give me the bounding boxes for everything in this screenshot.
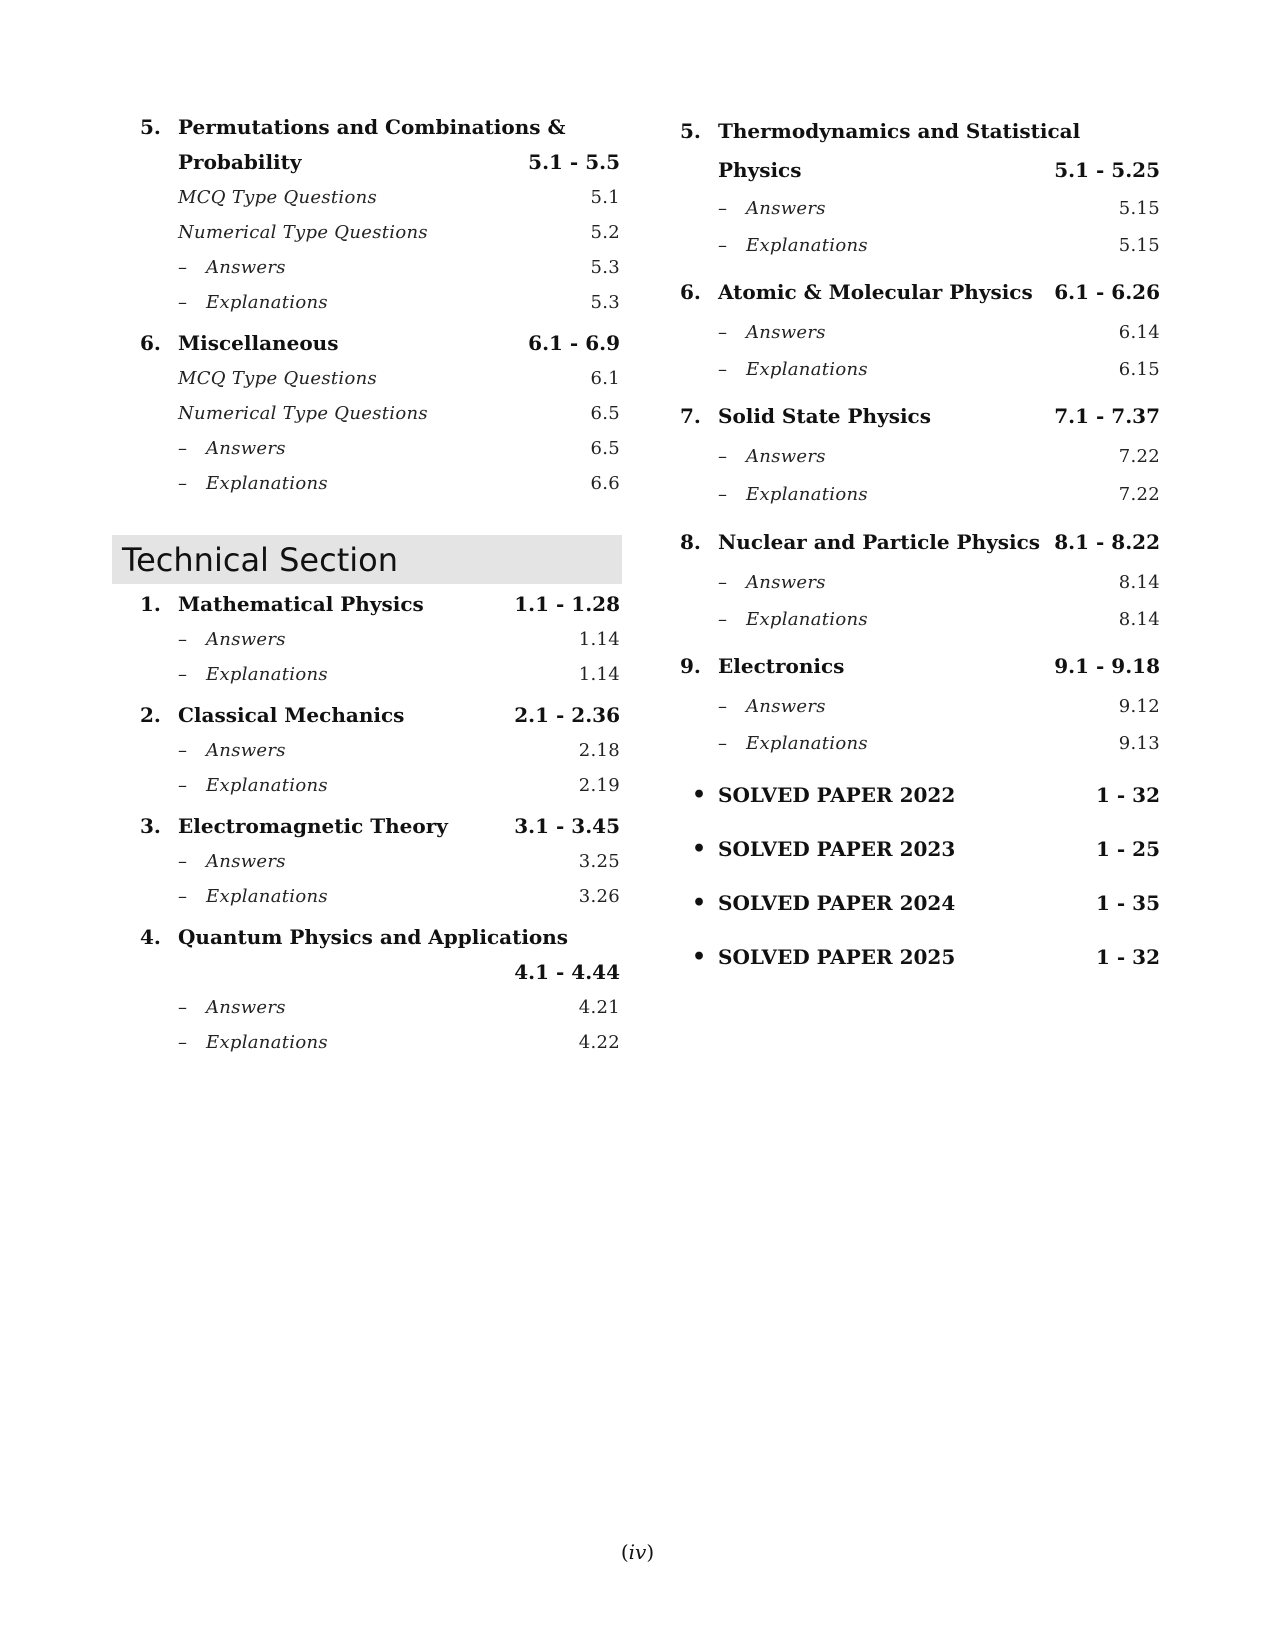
paper-pages: 1 - 35 xyxy=(1096,891,1160,915)
entry-label: Explanations xyxy=(746,359,868,380)
entry-label: Answers xyxy=(746,198,826,219)
chapter-title-line2: Physics xyxy=(718,158,802,182)
chapter-pages: 1.1 - 1.28 xyxy=(514,592,620,616)
solved-paper-2022[interactable] xyxy=(680,768,1160,822)
dash: – xyxy=(718,733,728,754)
dash: – xyxy=(718,696,728,717)
entry-label: Answers xyxy=(746,322,826,343)
chapter-title-line1: Permutations and Combinations & xyxy=(178,115,566,139)
solved-paper-2023[interactable] xyxy=(680,822,1160,876)
dash: – xyxy=(718,446,728,467)
chapter-pages: 5.1 - 5.25 xyxy=(1054,158,1160,182)
dash: – xyxy=(718,198,728,219)
chapter-heading xyxy=(680,112,1160,190)
dash: – xyxy=(178,473,188,494)
chapter-classical-mechanics[interactable] xyxy=(140,698,620,803)
entry-page: 5.1 xyxy=(590,187,620,208)
entry-label: Answers xyxy=(206,257,286,278)
entry-label: Explanations xyxy=(206,886,328,907)
entry-page: 6.6 xyxy=(590,473,620,494)
chapter-pages: 8.1 - 8.22 xyxy=(1054,530,1160,554)
entry-page: 1.14 xyxy=(578,629,620,650)
chapter-number: 5. xyxy=(680,119,701,143)
chapter-solid-state[interactable] xyxy=(680,394,1160,514)
entry-label: MCQ Type Questions xyxy=(178,187,378,208)
chapter-pages: 7.1 - 7.37 xyxy=(1054,404,1160,428)
chapter-permutations[interactable] xyxy=(140,110,620,320)
chapter-heading xyxy=(680,270,1160,314)
entry-page: 7.22 xyxy=(1118,446,1160,467)
chapter-heading xyxy=(140,809,620,844)
entry-label: Answers xyxy=(206,851,286,872)
chapter-number: 2. xyxy=(140,703,161,727)
chapter-atomic-molecular[interactable] xyxy=(680,270,1160,388)
section-title: Technical Section xyxy=(122,540,398,579)
chapter-title: Electromagnetic Theory xyxy=(178,814,448,838)
dash: – xyxy=(178,438,188,459)
solved-paper-2025[interactable] xyxy=(680,930,1160,984)
toc-entry-explanations[interactable] xyxy=(140,768,620,803)
entry-label: Answers xyxy=(746,696,826,717)
chapter-number: 7. xyxy=(680,404,701,428)
toc-entry-answers[interactable] xyxy=(140,431,620,466)
toc-entry-numerical[interactable] xyxy=(140,396,620,431)
paper-pages: 1 - 25 xyxy=(1096,837,1160,861)
chapter-electronics[interactable] xyxy=(680,644,1160,762)
chapter-pages: 6.1 - 6.26 xyxy=(1054,280,1160,304)
right-column xyxy=(680,112,1160,984)
chapter-title: Atomic & Molecular Physics xyxy=(718,280,1033,304)
paper-pages: 1 - 32 xyxy=(1096,945,1160,969)
entry-page: 5.3 xyxy=(590,257,620,278)
entry-page: 6.14 xyxy=(1118,322,1160,343)
entry-page: 6.1 xyxy=(590,368,620,389)
entry-label: Explanations xyxy=(206,292,328,313)
chapter-pages: 4.1 - 4.44 xyxy=(514,960,620,984)
toc-entry-numerical[interactable] xyxy=(140,215,620,250)
chapter-number: 6. xyxy=(680,280,701,304)
dash: – xyxy=(718,609,728,630)
entry-page: 5.3 xyxy=(590,292,620,313)
toc-entry-answers[interactable] xyxy=(140,844,620,879)
chapter-mathematical-physics[interactable] xyxy=(140,587,620,692)
chapter-number: 1. xyxy=(140,592,161,616)
page-roman: iv xyxy=(628,1540,647,1564)
bullet-icon: • xyxy=(691,782,707,808)
chapter-title-line2: Probability xyxy=(178,150,302,174)
entry-label: MCQ Type Questions xyxy=(178,368,378,389)
toc-entry-answers[interactable] xyxy=(680,314,1160,351)
chapter-heading xyxy=(140,110,620,180)
chapter-pages: 9.1 - 9.18 xyxy=(1054,654,1160,678)
entry-label: Explanations xyxy=(746,235,868,256)
chapter-title: Nuclear and Particle Physics xyxy=(718,530,1041,554)
chapter-number: 5. xyxy=(140,115,161,139)
toc-entry-explanations[interactable] xyxy=(680,351,1160,388)
chapter-heading xyxy=(140,587,620,622)
dash: – xyxy=(178,1032,188,1053)
chapter-number: 4. xyxy=(140,925,161,949)
toc-entry-answers[interactable] xyxy=(680,564,1160,601)
entry-page: 5.2 xyxy=(590,222,620,243)
toc-entry-mcq[interactable] xyxy=(140,180,620,215)
entry-label: Explanations xyxy=(206,664,328,685)
chapter-heading xyxy=(140,326,620,361)
toc-entry-explanations[interactable] xyxy=(680,476,1160,514)
entry-page: 5.15 xyxy=(1118,198,1160,219)
technical-section-list xyxy=(140,587,620,1066)
entry-label: Explanations xyxy=(746,484,868,505)
dash: – xyxy=(178,886,188,907)
entry-page: 2.18 xyxy=(578,740,620,761)
entry-page: 8.14 xyxy=(1118,609,1160,630)
dash: – xyxy=(178,775,188,796)
dash: – xyxy=(718,359,728,380)
toc-entry-answers[interactable] xyxy=(680,438,1160,476)
dash: – xyxy=(178,851,188,872)
toc-entry-explanations[interactable] xyxy=(140,1025,620,1060)
entry-page: 5.15 xyxy=(1118,235,1160,256)
chapter-number: 6. xyxy=(140,331,161,355)
left-column xyxy=(140,110,620,507)
toc-entry-answers[interactable] xyxy=(140,733,620,768)
chapter-heading xyxy=(140,920,620,955)
chapter-title xyxy=(718,112,1160,190)
entry-label: Answers xyxy=(746,446,826,467)
entry-page: 6.15 xyxy=(1118,359,1160,380)
toc-entry-explanations[interactable] xyxy=(140,657,620,692)
dash: – xyxy=(178,740,188,761)
chapter-title: Classical Mechanics xyxy=(178,703,405,727)
chapter-heading xyxy=(680,644,1160,688)
chapter-title: Solid State Physics xyxy=(718,404,931,428)
toc-entry-answers[interactable] xyxy=(140,990,620,1025)
dash: – xyxy=(178,629,188,650)
toc-entry-answers[interactable] xyxy=(140,250,620,285)
dash: – xyxy=(178,664,188,685)
entry-label: Answers xyxy=(206,740,286,761)
entry-label: Answers xyxy=(206,629,286,650)
bullet-icon: • xyxy=(691,944,707,970)
chapter-pages: 6.1 - 6.9 xyxy=(528,331,620,355)
toc-entry-answers[interactable] xyxy=(680,190,1160,227)
chapter-heading xyxy=(680,394,1160,438)
toc-entry-explanations[interactable] xyxy=(680,601,1160,638)
technical-section-banner xyxy=(112,535,622,584)
chapter-title: Quantum Physics and Applications xyxy=(178,925,569,949)
entry-label: Answers xyxy=(206,438,286,459)
dash: – xyxy=(178,292,188,313)
chapter-nuclear-particle[interactable] xyxy=(680,520,1160,638)
chapter-quantum-physics[interactable] xyxy=(140,920,620,1060)
toc-entry-explanations[interactable] xyxy=(140,879,620,914)
paren-open: ( xyxy=(620,1540,629,1564)
bullet-icon: • xyxy=(691,890,707,916)
chapter-heading xyxy=(680,520,1160,564)
chapter-thermodynamics[interactable] xyxy=(680,112,1160,264)
entry-page: 3.26 xyxy=(578,886,620,907)
solved-papers-list xyxy=(680,768,1160,984)
solved-paper-2024[interactable] xyxy=(680,876,1160,930)
toc-entry-answers[interactable] xyxy=(680,688,1160,725)
toc-entry-explanations[interactable] xyxy=(680,725,1160,762)
chapter-number: 8. xyxy=(680,530,701,554)
dash: – xyxy=(718,572,728,593)
chapter-title: Miscellaneous xyxy=(178,331,339,355)
chapter-miscellaneous[interactable] xyxy=(140,326,620,501)
chapter-title: Electronics xyxy=(718,654,845,678)
chapter-pages-row xyxy=(140,955,620,990)
entry-page: 1.14 xyxy=(578,664,620,685)
paren-close: ) xyxy=(646,1540,655,1564)
entry-page: 4.21 xyxy=(578,997,620,1018)
entry-page: 9.12 xyxy=(1118,696,1160,717)
entry-page: 3.25 xyxy=(578,851,620,872)
chapter-pages: 5.1 - 5.5 xyxy=(528,150,620,174)
chapter-title-line1: Thermodynamics and Statistical xyxy=(718,119,1081,143)
entry-page: 6.5 xyxy=(590,403,620,424)
entry-label: Explanations xyxy=(746,733,868,754)
entry-page: 4.22 xyxy=(578,1032,620,1053)
entry-page: 7.22 xyxy=(1118,484,1160,505)
chapter-number: 3. xyxy=(140,814,161,838)
chapter-pages: 3.1 - 3.45 xyxy=(514,814,620,838)
entry-label: Explanations xyxy=(206,473,328,494)
chapter-heading xyxy=(140,698,620,733)
entry-label: Numerical Type Questions xyxy=(178,222,428,243)
dash: – xyxy=(718,235,728,256)
entry-label: Answers xyxy=(746,572,826,593)
toc-entry-explanations[interactable] xyxy=(680,227,1160,264)
chapter-electromagnetic-theory[interactable] xyxy=(140,809,620,914)
chapter-title xyxy=(178,110,620,180)
dash: – xyxy=(718,322,728,343)
toc-entry-mcq[interactable] xyxy=(140,361,620,396)
dash: – xyxy=(178,257,188,278)
entry-page: 8.14 xyxy=(1118,572,1160,593)
entry-label: Explanations xyxy=(746,609,868,630)
dash: – xyxy=(718,484,728,505)
toc-entry-explanations[interactable] xyxy=(140,285,620,320)
entry-label: Explanations xyxy=(206,1032,328,1053)
paper-title: SOLVED PAPER 2024 xyxy=(718,891,956,915)
entry-label: Explanations xyxy=(206,775,328,796)
entry-label: Numerical Type Questions xyxy=(178,403,428,424)
paper-title: SOLVED PAPER 2025 xyxy=(718,945,956,969)
entry-page: 2.19 xyxy=(578,775,620,796)
paper-title: SOLVED PAPER 2023 xyxy=(718,837,956,861)
bullet-icon: • xyxy=(691,836,707,862)
entry-page: 9.13 xyxy=(1118,733,1160,754)
toc-entry-answers[interactable] xyxy=(140,622,620,657)
toc-entry-explanations[interactable] xyxy=(140,466,620,501)
chapter-title: Mathematical Physics xyxy=(178,592,424,616)
dash: – xyxy=(178,997,188,1018)
chapter-number: 9. xyxy=(680,654,701,678)
chapter-pages: 2.1 - 2.36 xyxy=(514,703,620,727)
page-number xyxy=(0,1540,1275,1564)
entry-label: Answers xyxy=(206,997,286,1018)
paper-title: SOLVED PAPER 2022 xyxy=(718,783,956,807)
entry-page: 6.5 xyxy=(590,438,620,459)
paper-pages: 1 - 32 xyxy=(1096,783,1160,807)
